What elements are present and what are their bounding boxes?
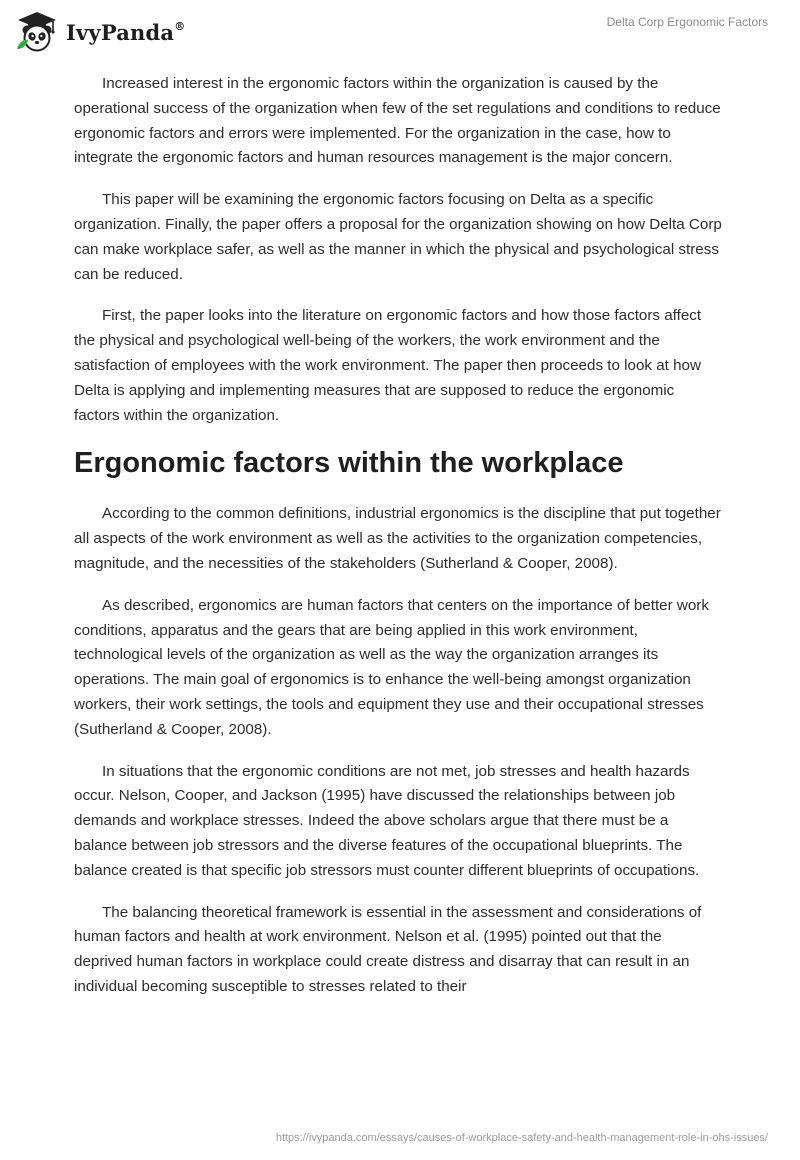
paragraph: In situations that the ergonomic conditions are not met, job stresses and health hazards occur. Nelson, Cooper, and Jackson (1995) have discussed the relationships between job demands and workplace stresses. Indeed the above scholars argue that there must be a balance between job stressors and the diverse features of the occupational blueprints. The balance created is that specific job stressors must counter different blueprints of occupations. — [74, 762, 700, 879]
section-heading: Ergonomic factors within the workplace — [74, 447, 624, 480]
brand-name — [66, 20, 185, 45]
page-header — [0, 0, 800, 62]
paragraph: As described, ergonomics are human factors that centers on the importance of better work conditions, apparatus and the gears that are being applied in this work environment, technological levels of the organization as well as the way the organization arranges its operations. The main goal of ergonomics is to enhance the well-being amongst organization workers, their work settings, the tools and equipment they use and their occupational stresses (Sutherland & Cooper, 2008). — [74, 596, 709, 738]
paragraph: According to the common definitions, industrial ergonomics is the discipline that put together all aspects of the work environment as well as the activities to the organization competencies, magnitude, and the necessities of the stakeholders (Sutherland & Cooper, 2008). — [74, 505, 721, 572]
ivypanda-logo[interactable] — [14, 8, 185, 56]
paragraph: Increased interest in the ergonomic factors within the organization is caused by the operational success of the organization when few of the set regulations and conditions to reduce ergonomic factors and errors were implemented. For the organization in the case, how to integrate the ergonomic factors and human resources management is the major concern. — [74, 75, 721, 167]
paragraph: First, the paper looks into the literature on ergonomic factors and how those factors affect the physical and psychological well-being of the workers, the work environment and the satisfaction of employees with the work environment. The paper then proceeds to look at how Delta is applying and implementing measures that are supposed to reduce the ergonomic factors within the organization. — [74, 307, 702, 424]
document-title: Delta Corp Ergonomic Factors — [606, 15, 768, 29]
registered-mark: ® — [174, 19, 186, 33]
paragraph: This paper will be examining the ergonomic factors focusing on Delta as a specific organization. Finally, the paper offers a proposal for the organization showing on how Delta Corp can make workplace safer, as well as the manner in which the physical and psychological stress can be reduced. — [74, 191, 722, 283]
panda-graduate-icon — [14, 9, 60, 55]
brand-text: IvyPanda — [66, 19, 175, 45]
source-url[interactable]: https://ivypanda.com/essays/causes-of-workplace-safety-and-health-management-role-in-ohs-issues/ — [275, 1132, 768, 1144]
paragraph: The balancing theoretical framework is essential in the assessment and considerations of human factors and health at work environment. Nelson et al. (1995) pointed out that the deprived human factors in workplace could create distress and disarray that can result in an individual becoming susceptible to stresses related to their — [74, 903, 702, 995]
article-body — [74, 72, 724, 1017]
